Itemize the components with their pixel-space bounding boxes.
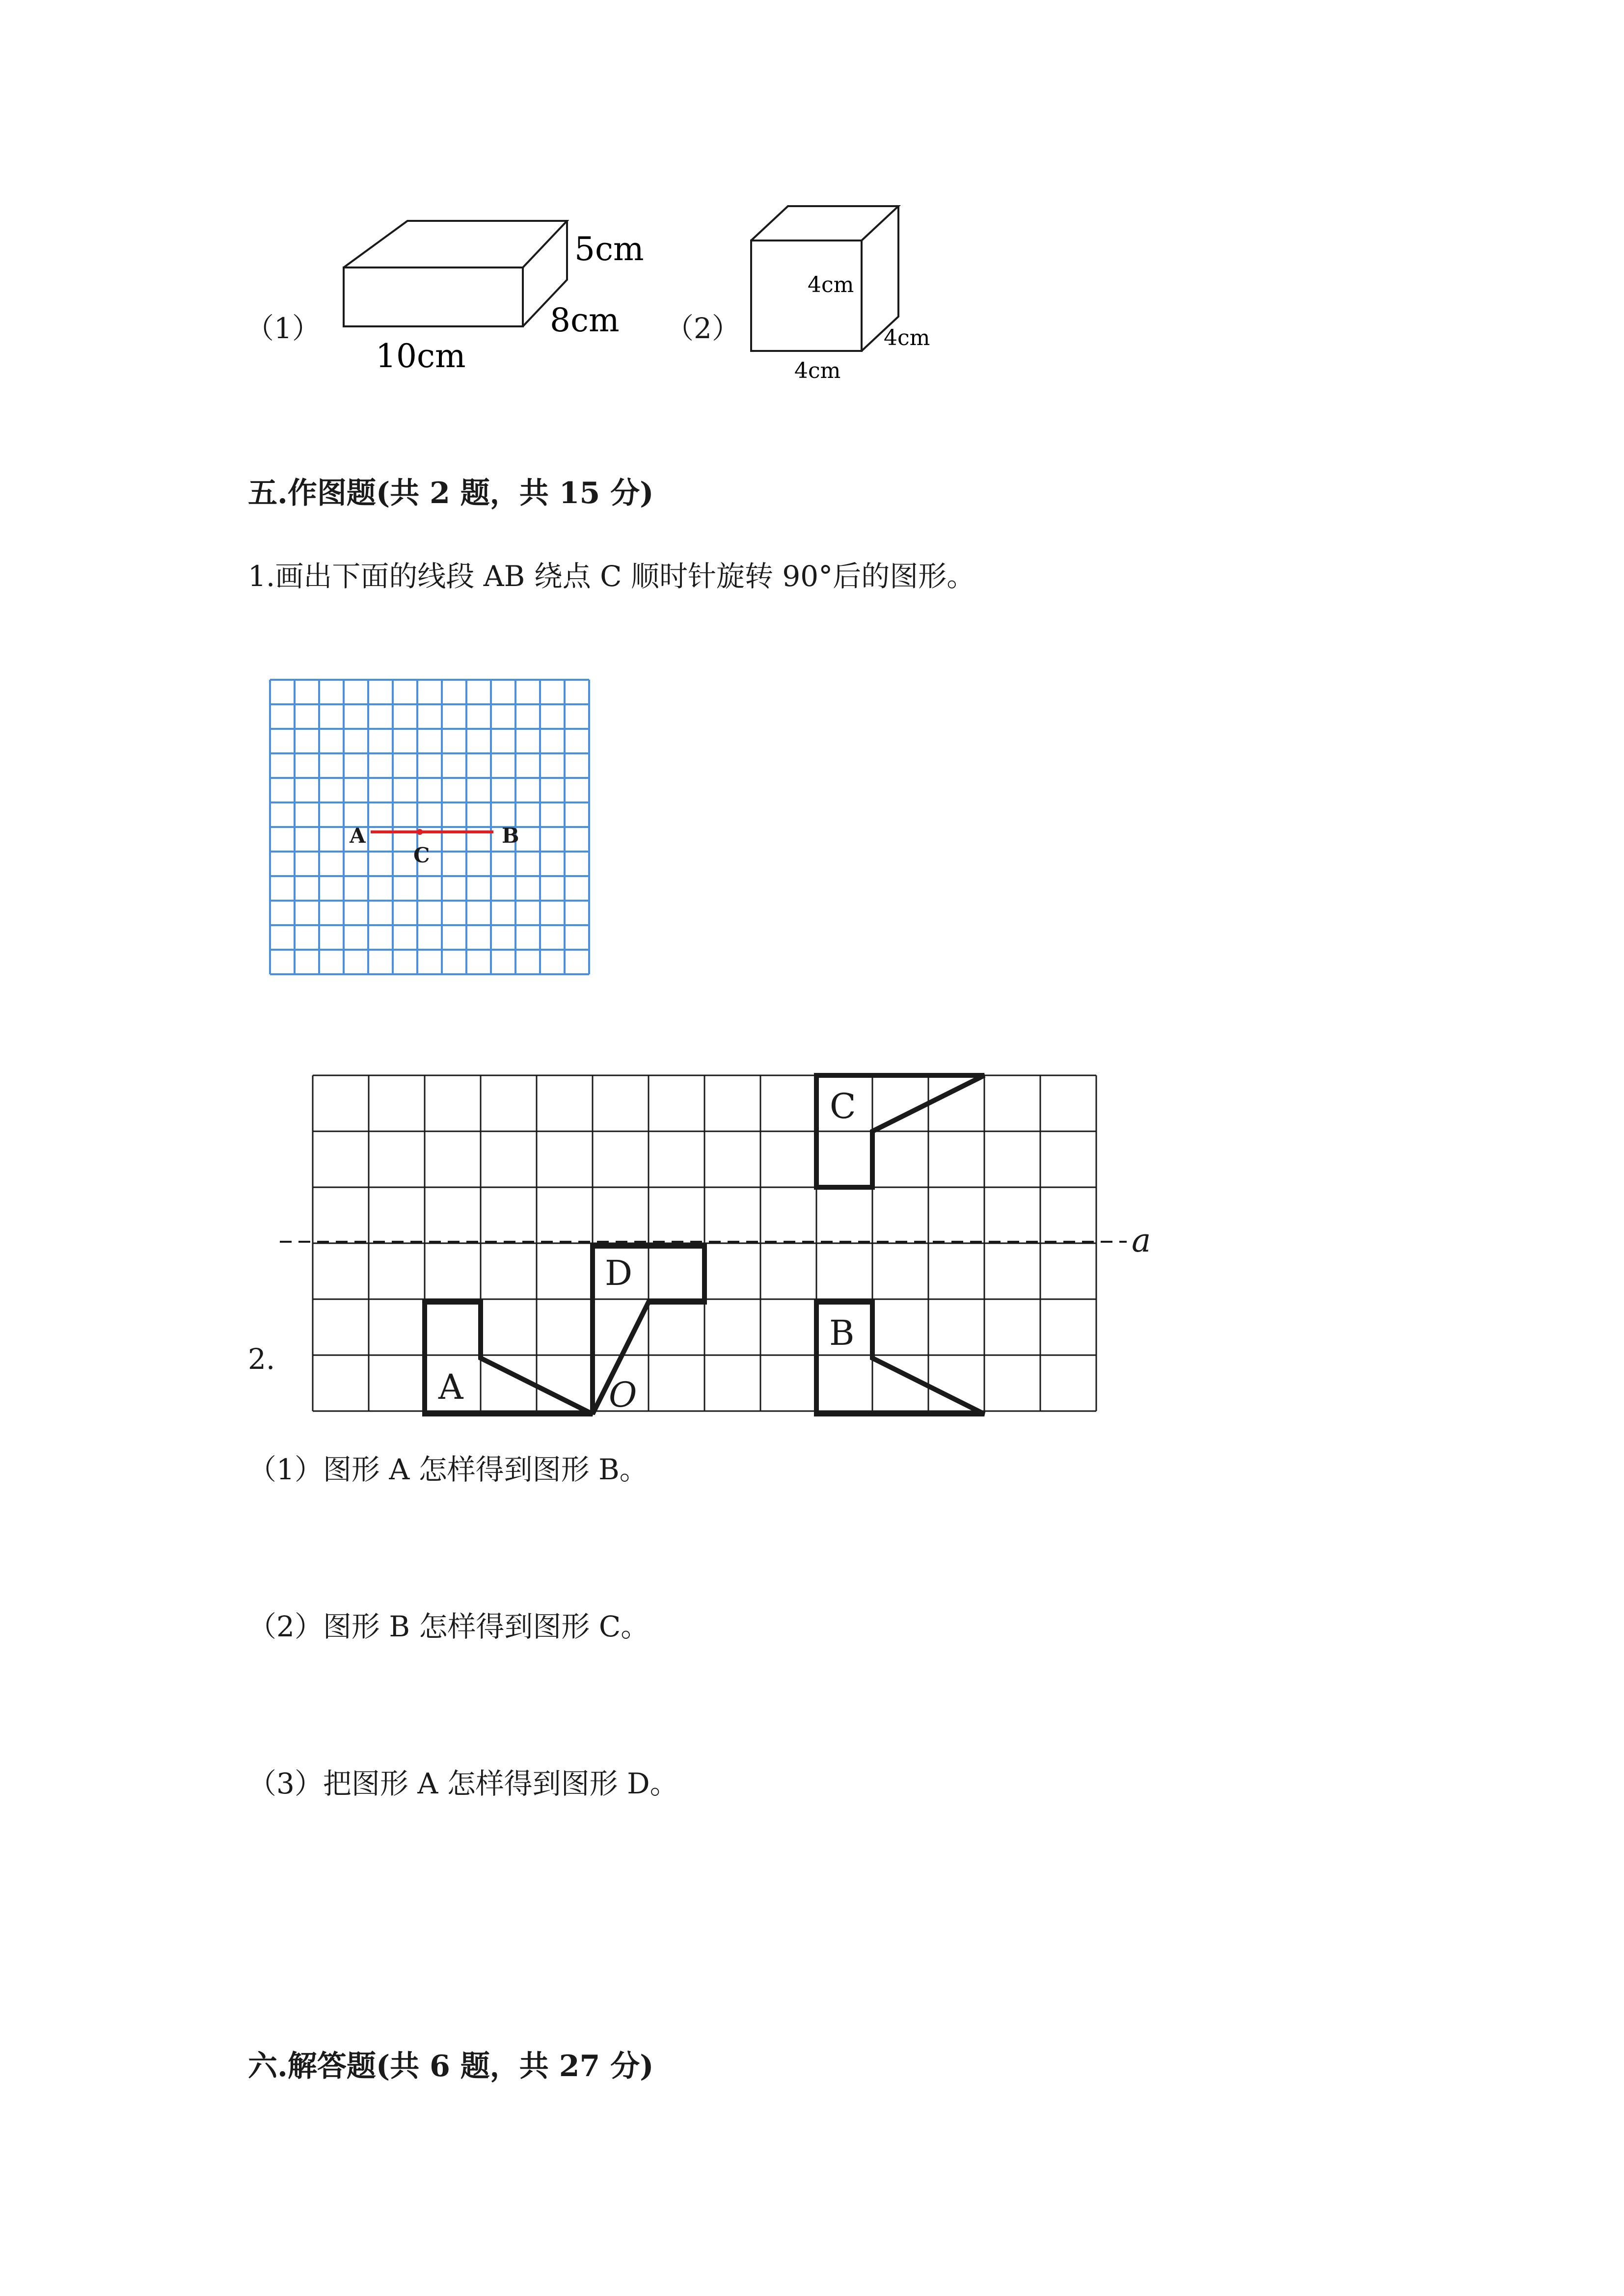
point-o-label: O: [609, 1375, 637, 1415]
q1-grid-lines: [270, 680, 589, 974]
q1-text: 1.画出下面的线段 AB 绕点 C 顺时针旋转 90°后的图形。: [248, 560, 975, 593]
cuboid-depth-label: 8cm: [550, 301, 620, 339]
q2-sub3: （3）把图形 A 怎样得到图形 D。: [248, 1767, 678, 1800]
section5-title: 五.作图题(共 2 题，共 15 分): [248, 476, 654, 510]
q2-number: 2.: [248, 1342, 275, 1376]
cuboid-length-label: 10cm: [376, 337, 466, 375]
q2-transformation-grid: [275, 1060, 1173, 1433]
shape-a-label: A: [438, 1367, 463, 1407]
q2-sub2: （2）图形 B 怎样得到图形 C。: [248, 1610, 650, 1643]
figure-1-label: （1）: [245, 312, 321, 345]
axis-a-label: a: [1132, 1222, 1151, 1259]
cube-front-label: 4cm: [808, 272, 854, 297]
cuboid-height-label: 5cm: [574, 230, 644, 268]
section6-title: 六.解答题(共 6 题，共 27 分): [248, 2049, 654, 2083]
cube-bottom-label: 4cm: [794, 358, 841, 383]
q1-rotation-grid: [265, 675, 609, 994]
point-a-label: A: [350, 824, 366, 848]
q2-grid-lines: [313, 1075, 1096, 1411]
q2-sub1: （1）图形 A 怎样得到图形 B。: [248, 1453, 648, 1486]
cuboid-figure: [334, 206, 668, 383]
point-b-label: B: [502, 824, 519, 848]
point-c-label: C: [413, 843, 430, 867]
figure-2-label: （2）: [665, 312, 740, 345]
shape-d-label: D: [605, 1253, 633, 1293]
shape-b-label: B: [829, 1313, 855, 1353]
shape-c-label: C: [830, 1086, 856, 1126]
cube-side-label: 4cm: [884, 325, 930, 350]
point-c-dot: [417, 829, 423, 835]
cube-figure: [741, 196, 957, 393]
